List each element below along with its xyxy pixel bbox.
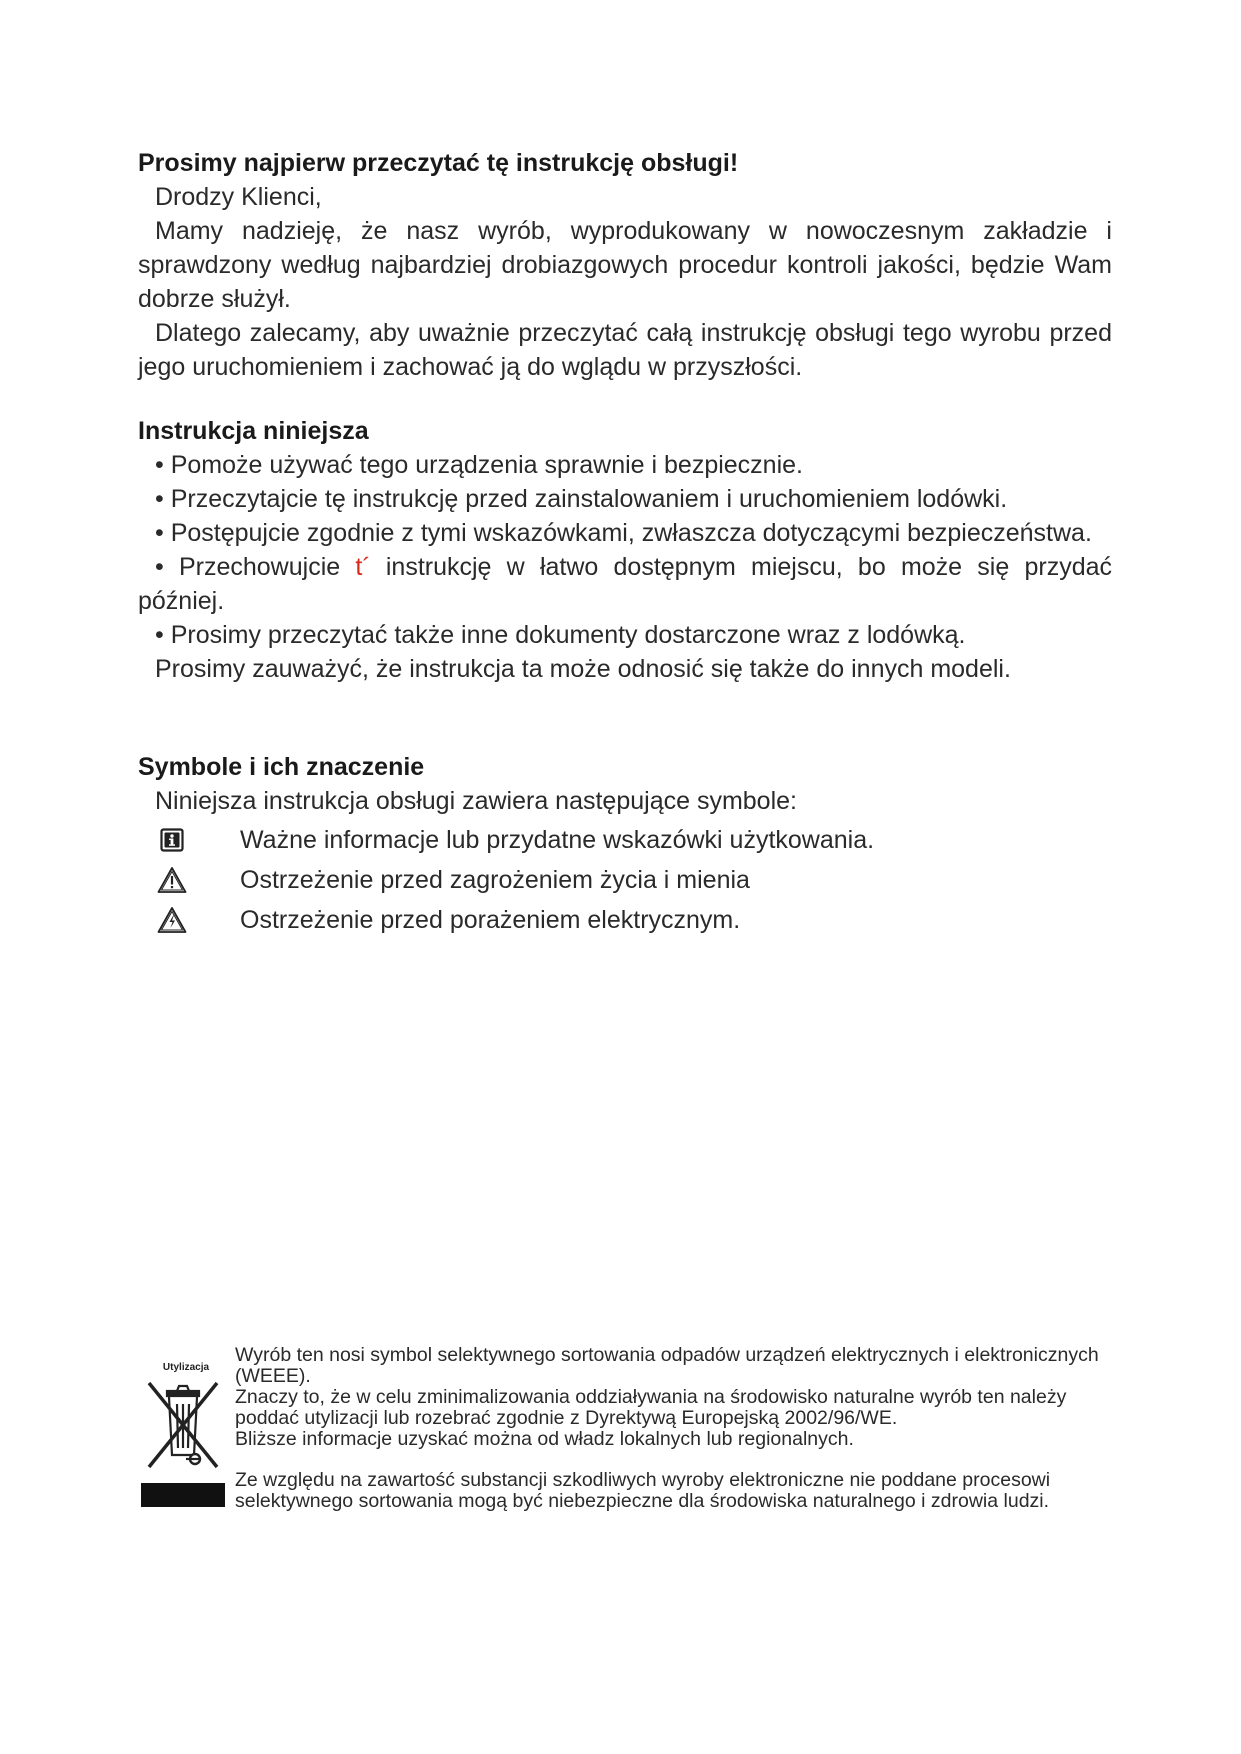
instruction-bullet-5: • Prosimy przeczytać także inne dokumenty dostarczone wraz z lodówką. bbox=[155, 621, 966, 649]
intro-heading: Prosimy najpierw przeczytać tę instrukcję obsługi! bbox=[138, 149, 739, 177]
disposal-label: Utylizacja bbox=[162, 1362, 210, 1373]
weee-logo bbox=[141, 1345, 225, 1507]
instruction-bullet-4-typo: t´ bbox=[355, 553, 371, 581]
symbol-row-electric bbox=[138, 900, 1112, 940]
info-icon bbox=[160, 828, 184, 852]
instruction-bullet-2: • Przeczytajcie tę instrukcję przed zainstalowaniem i uruchomieniem lodówki. bbox=[155, 485, 1008, 513]
symbol-text-warning: Ostrzeżenie przed zagrożeniem życia i mienia bbox=[240, 865, 750, 894]
symbols-heading: Symbole i ich znaczenie bbox=[138, 753, 425, 781]
symbol-row-warning bbox=[138, 860, 1112, 900]
symbol-text-info: Ważne informacje lub przydatne wskazówki użytkowania. bbox=[240, 825, 875, 854]
instruction-note: Prosimy zauważyć, że instrukcja ta może odnosić się także do innych modeli. bbox=[155, 655, 1011, 683]
intro-section bbox=[138, 146, 1112, 384]
warning-icon bbox=[157, 866, 187, 894]
disposal-text bbox=[235, 1345, 1105, 1512]
greeting: Drodzy Klienci, bbox=[155, 183, 322, 211]
disposal-text-1: Wyrób ten nosi symbol selektywnego sortowania odpadów urządzeń elektrycznych i elektronicznych (WEEE). bbox=[235, 1344, 1099, 1387]
intro-paragraph-1: Mamy nadzieję, że nasz wyrób, wyprodukowany w nowoczesnym zakładzie i sprawdzony według najbardziej drobiazgowych procedur kontroli jakości, będzie Wam dobrze służył. bbox=[138, 217, 1112, 313]
disposal-text-4: Ze względu na zawartość substancji szkodliwych wyroby elektroniczne nie poddane procesowi selektywnego sortowania mogą być niebezpieczne dla środowiska naturalnego i zdrowia ludzi. bbox=[235, 1469, 1051, 1512]
symbols-section bbox=[138, 750, 1112, 940]
instructions-heading: Instrukcja niniejsza bbox=[138, 417, 369, 445]
instruction-bullet-4 bbox=[138, 550, 1112, 618]
instruction-bullet-4-end: instrukcję w łatwo dostępnym miejscu, bo może się przydać później. bbox=[138, 553, 1113, 615]
symbol-row-info bbox=[138, 820, 1112, 860]
symbol-text-electric: Ostrzeżenie przed porażeniem elektrycznym. bbox=[240, 905, 741, 934]
disposal-text-2: Znaczy to, że w celu zminimalizowania oddziaływania na środowisko naturalne wyrób ten należy poddać utylizacji lub rozebrać zgodnie z Dyrektywą Europejską 2002/96/WE. bbox=[235, 1386, 1067, 1429]
instruction-bullet-3: • Postępujcie zgodnie z tymi wskazówkami, zwłaszcza dotyczącymi bezpieczeństwa. bbox=[155, 519, 1092, 547]
intro-paragraph-2: Dlatego zalecamy, aby uważnie przeczytać całą instrukcję obsługi tego wyrobu przed jego uruchomieniem i zachować ją do wglądu w przyszłości. bbox=[138, 319, 1112, 381]
instructions-section bbox=[138, 414, 1112, 686]
disposal-text-3: Bliższe informacje uzyskać można od władz lokalnych lub regionalnych. bbox=[235, 1428, 854, 1450]
symbols-intro: Niniejsza instrukcja obsługi zawiera następujące symbole: bbox=[155, 787, 797, 815]
crossed-bin-icon bbox=[141, 1377, 225, 1477]
instruction-bullet-4-start: • Przechowujcie bbox=[155, 553, 356, 581]
instruction-bullet-1: • Pomoże używać tego urządzenia sprawnie i bezpiecznie. bbox=[155, 451, 803, 479]
electric-warning-icon bbox=[157, 906, 187, 934]
weee-bar bbox=[141, 1483, 225, 1507]
